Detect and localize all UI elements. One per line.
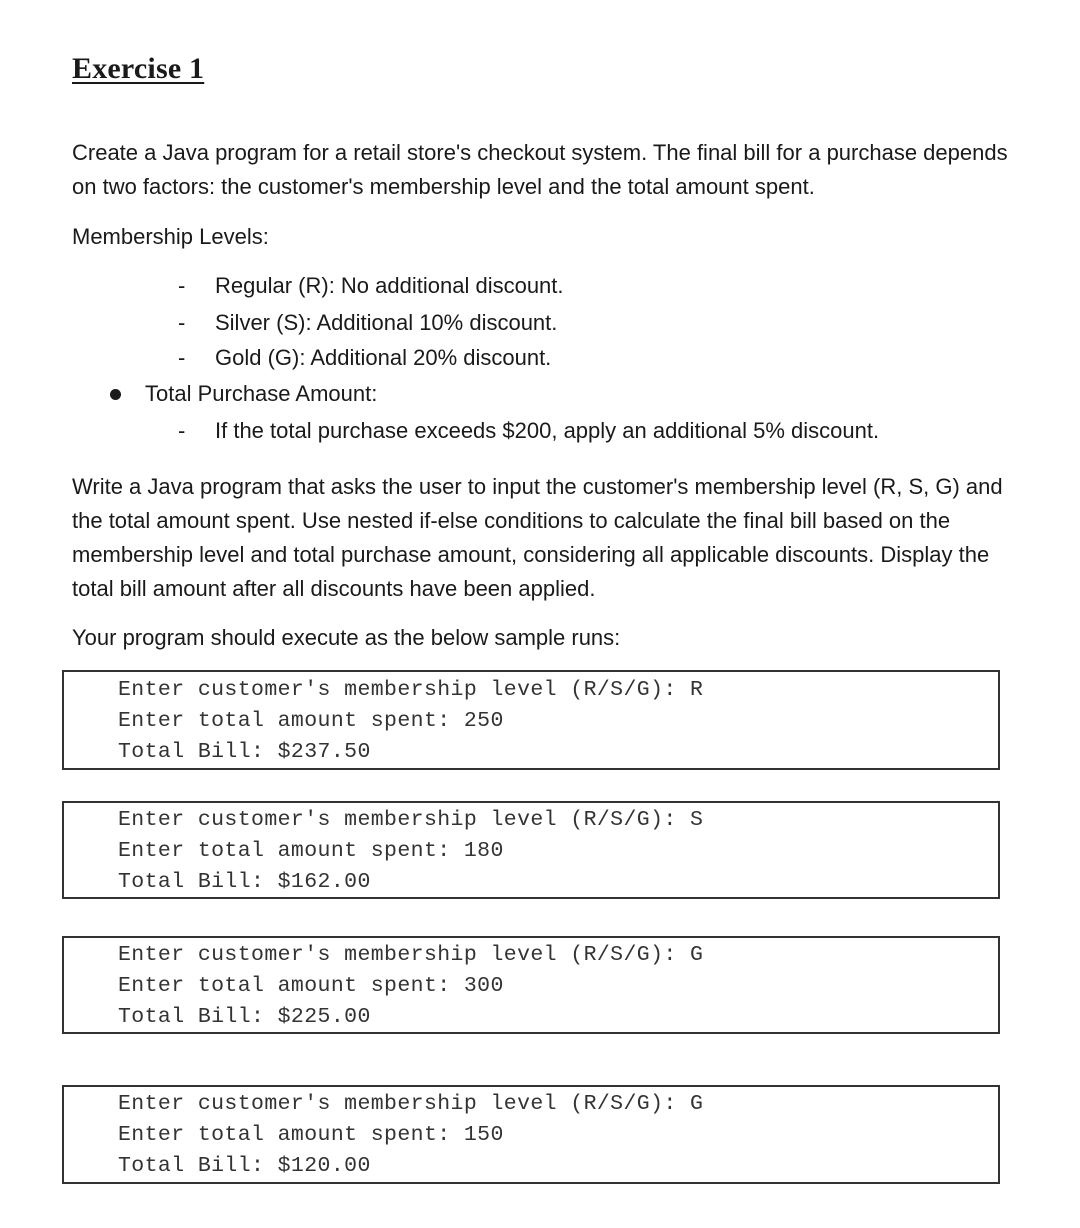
dash-marker: - xyxy=(178,310,186,335)
dash-marker: - xyxy=(178,345,186,370)
run-total-bill: Total Bill: $120.00 xyxy=(118,1154,371,1178)
run-amount-prompt: Enter total amount spent: 150 xyxy=(118,1123,504,1147)
run-membership-prompt: Enter customer's membership level (R/S/G): G xyxy=(118,943,704,967)
task-paragraph: Write a Java program that asks the user to input the customer's membership level (R, S, G) and the total amount spent. Use nested if-else conditions to calculate the final bill based on the membership level and total purchase amount, considering all applicable discounts. Display the total bill amount after all discounts have been applied. xyxy=(72,474,1003,601)
membership-levels-heading: Membership Levels: xyxy=(72,224,269,249)
sample-run-box xyxy=(62,1085,1000,1184)
run-total-bill: Total Bill: $162.00 xyxy=(118,870,371,894)
run-total-bill: Total Bill: $237.50 xyxy=(118,740,371,764)
dash-marker: - xyxy=(178,418,186,443)
sample-run-box xyxy=(62,670,1000,770)
sample-run-box xyxy=(62,801,1000,899)
page-title: Exercise 1 xyxy=(72,52,205,85)
purchase-amount-rule: If the total purchase exceeds $200, apply an additional 5% discount. xyxy=(215,418,880,443)
dash-marker: - xyxy=(178,273,186,298)
membership-item-silver: Silver (S): Additional 10% discount. xyxy=(215,310,558,335)
run-total-bill: Total Bill: $225.00 xyxy=(118,1005,371,1029)
intro-paragraph: Create a Java program for a retail store's checkout system. The final bill for a purchase depends on two factors: the customer's membership level and the total amount spent. xyxy=(72,140,1008,199)
membership-item-gold: Gold (G): Additional 20% discount. xyxy=(215,345,552,370)
purchase-amount-heading: Total Purchase Amount: xyxy=(145,381,378,406)
run-amount-prompt: Enter total amount spent: 300 xyxy=(118,974,504,998)
run-membership-prompt: Enter customer's membership level (R/S/G): G xyxy=(118,1092,704,1116)
bullet-icon xyxy=(110,389,121,400)
sample-run-box xyxy=(62,936,1000,1034)
run-amount-prompt: Enter total amount spent: 180 xyxy=(118,839,504,863)
sample-runs-heading: Your program should execute as the below sample runs: xyxy=(72,625,621,650)
run-membership-prompt: Enter customer's membership level (R/S/G): S xyxy=(118,808,704,832)
run-amount-prompt: Enter total amount spent: 250 xyxy=(118,709,504,733)
membership-item-regular: Regular (R): No additional discount. xyxy=(215,273,564,298)
run-membership-prompt: Enter customer's membership level (R/S/G): R xyxy=(118,678,704,702)
